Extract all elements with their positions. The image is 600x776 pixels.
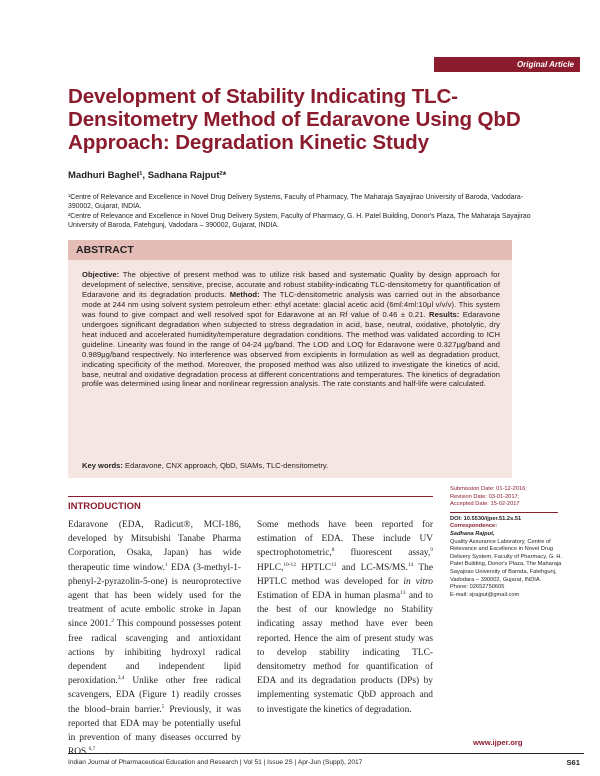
intro-paragraph-2: Some methods have been reported for estimation of EDA. These include UV spectrophotometric,$^8$ fluorescent assay,$^9$ HPLC,$^{10-12}$ HPTLC$^{13}$ and LC-MS/MS.$^{14}$ The HPTLC method was developed for in vitro Estimation of EDA in human plasma$^{13}$ and to the best of our knowledge no Stability indicating assay method have ever been reported. Hence the aim of present study was to develop stability indicating TLC-densitometry method for quantification of EDA and its degradation products (DPs) by implementing systematic QbD approach and to investigate the kinetics of degradation. [257, 520, 433, 715]
citation[interactable]: 2 [111, 618, 114, 625]
introduction-heading: INTRODUCTION [68, 501, 141, 512]
citation[interactable]: 9 [430, 547, 433, 554]
revision-date: Revision Date: 03-01-2017; [450, 493, 520, 500]
journal-website-link[interactable]: www.ijper.org [473, 738, 523, 747]
authors: Madhuri Baghel¹, Sadhana Rajput²* [68, 170, 227, 181]
keywords-label: Key words: [82, 461, 123, 470]
doi[interactable]: DOI: 10.5530/ijper.51.2s.51 [450, 515, 522, 522]
citation[interactable]: 1 [164, 561, 168, 568]
citation[interactable]: 10-12 [283, 561, 296, 568]
citation[interactable]: 13 [330, 561, 337, 568]
correspondence-address: Quality Assurance Laboratory, Centre of Relevance and Excellence in Novel Drug Delivery System, Faculty of Pharmacy, G. H. Patel Building, Donor's Plaza, The Maharaja Sayajirao University of Baroda, Fatehgunj, Vadodara – 390002, Gujarat, INDIA. [450, 538, 563, 583]
results-text: Edaravone undergoes significant degradation when subjected to stress degradation in acid, base, neutral, oxidative, photolytic, dry heat induced and accelerated humidity/temperature degradation conditions. The method was validated according to ICH guideline. Linearity was found in the range of 04-24 μg/band. The LOD and LOQ for Edaravone were 0.327μg/band and 0.989μg/band respectively. No interference was observed from excipients in formulation as well as degradation product, indicating specificity of the method. Moreover, the proposed method was also utilized to investigate the kinetics of acid, base, neutral and oxidative degradation process at different concentrations and temperatures. The kinetics of degradation profile was determined using linear and nonlinear regression analysis. The rate constants and half-life were calculated. [82, 309, 500, 389]
intro-divider [68, 496, 433, 497]
affiliation-1: ¹Centre of Relevance and Excellence in Novel Drug Delivery Systems, Faculty of Pharmacy, The Maharaja Sayajirao University of Baroda, Vadodara- 390002, Gujarat, INDIA. [68, 194, 523, 211]
correspondence-label: Correspondence: [450, 523, 498, 530]
abstract-text [82, 270, 500, 389]
objective-text: The objective of present method was to utilize risk based and systematic Quality by design approach for development of selective, sensitive, precise, accurate and robust stability-indicating TLC-densitometry for quantification of Edaravone and its degradation products. [82, 270, 500, 299]
citation[interactable]: 8 [331, 547, 335, 554]
paper-title: Development of Stability Indicating TLC-Densitometry Method of Edaravone Using QbD Approach: Degradation Kinetic Study [68, 85, 521, 154]
keywords-text: Edaravone, CNX approach, QbD, SIAMs, TLC-densitometry. [122, 461, 329, 470]
citation[interactable]: 6,7 [88, 746, 96, 753]
correspondence-phone: Phone: 02652750605 [450, 584, 505, 591]
accepted-date: Accepted Date: 15-02-2017 [450, 501, 520, 508]
affiliation-2: ²Centre of Relevance and Excellence in Novel Drug Delivery System, Faculty of Pharmacy, G. H. Patel Building, Donor's Plaza, The Maharaja Sayajirao University of Baroda, Fatehgunj, Vadodara – 390002, Gujarat, INDIA. [68, 213, 531, 230]
citation[interactable]: 13 [400, 589, 406, 596]
dates-block [450, 486, 585, 509]
method-label: Method: [229, 289, 260, 299]
submission-date: Submission Date: 01-12-2016; [450, 486, 527, 492]
footer-divider [68, 753, 584, 754]
page-number: S61 [566, 758, 580, 767]
citation[interactable]: 14 [407, 561, 414, 568]
correspondence-name: Sadhana Rajput, [450, 530, 495, 537]
correspondence-email[interactable]: E-mail: sjrajput@gmail.com [450, 591, 520, 598]
citation[interactable]: 5 [161, 703, 165, 710]
journal-footer: Indian Journal of Pharmaceutical Education and Research | Vol 51 | Issue 2S | Apr-Jun (Suppl), 2017 [68, 759, 363, 766]
results-label: Results: [429, 309, 460, 319]
article-type-badge: Original Article [434, 57, 580, 72]
citation[interactable]: 3,4 [117, 675, 125, 682]
sidebar-divider [450, 512, 558, 513]
keywords [82, 461, 502, 470]
article-meta-sidebar [450, 486, 585, 599]
intro-paragraph-1: Edaravone (EDA, Radicut®, MCI-186, developed by Mitsubishi Tanabe Pharma Corporation, Osaka, Japan) has wide therapeutic time window.$^1$ EDA (3-methyl-1-phenyl-2-pyrazolin-5-one) is neuroprotective agent that has been widely used for the treatment of acute embolic stroke in Japan since 2001.$^2$ This compound possesses potent free radical scavenging and antioxidant actions by inhibiting hydroxyl radical dependent and independent lipid peroxidation.$^{3,4}$ Unlike other free radical scavengers, EDA (Figure 1) readily crosses the blood–brain barrier.$^5$ Previously, it was reported that EDA may be potentially useful in prevention of many diseases occurred by ROS.$^{6,7}$ [68, 520, 242, 758]
objective-label: Objective: [82, 270, 120, 279]
abstract-heading: ABSTRACT [68, 240, 512, 260]
method-text: The TLC-densitometric analysis was carried out in the absorbance mode at 244 nm using solvent system petroleum ether: ethyl acetate: glacial acetic acid (6ml:4ml:10μl v/v/v). This system was found to give compact and well resolved spot for Edaravone at an Rf value of 0.46 ± 0.21. [82, 289, 500, 319]
